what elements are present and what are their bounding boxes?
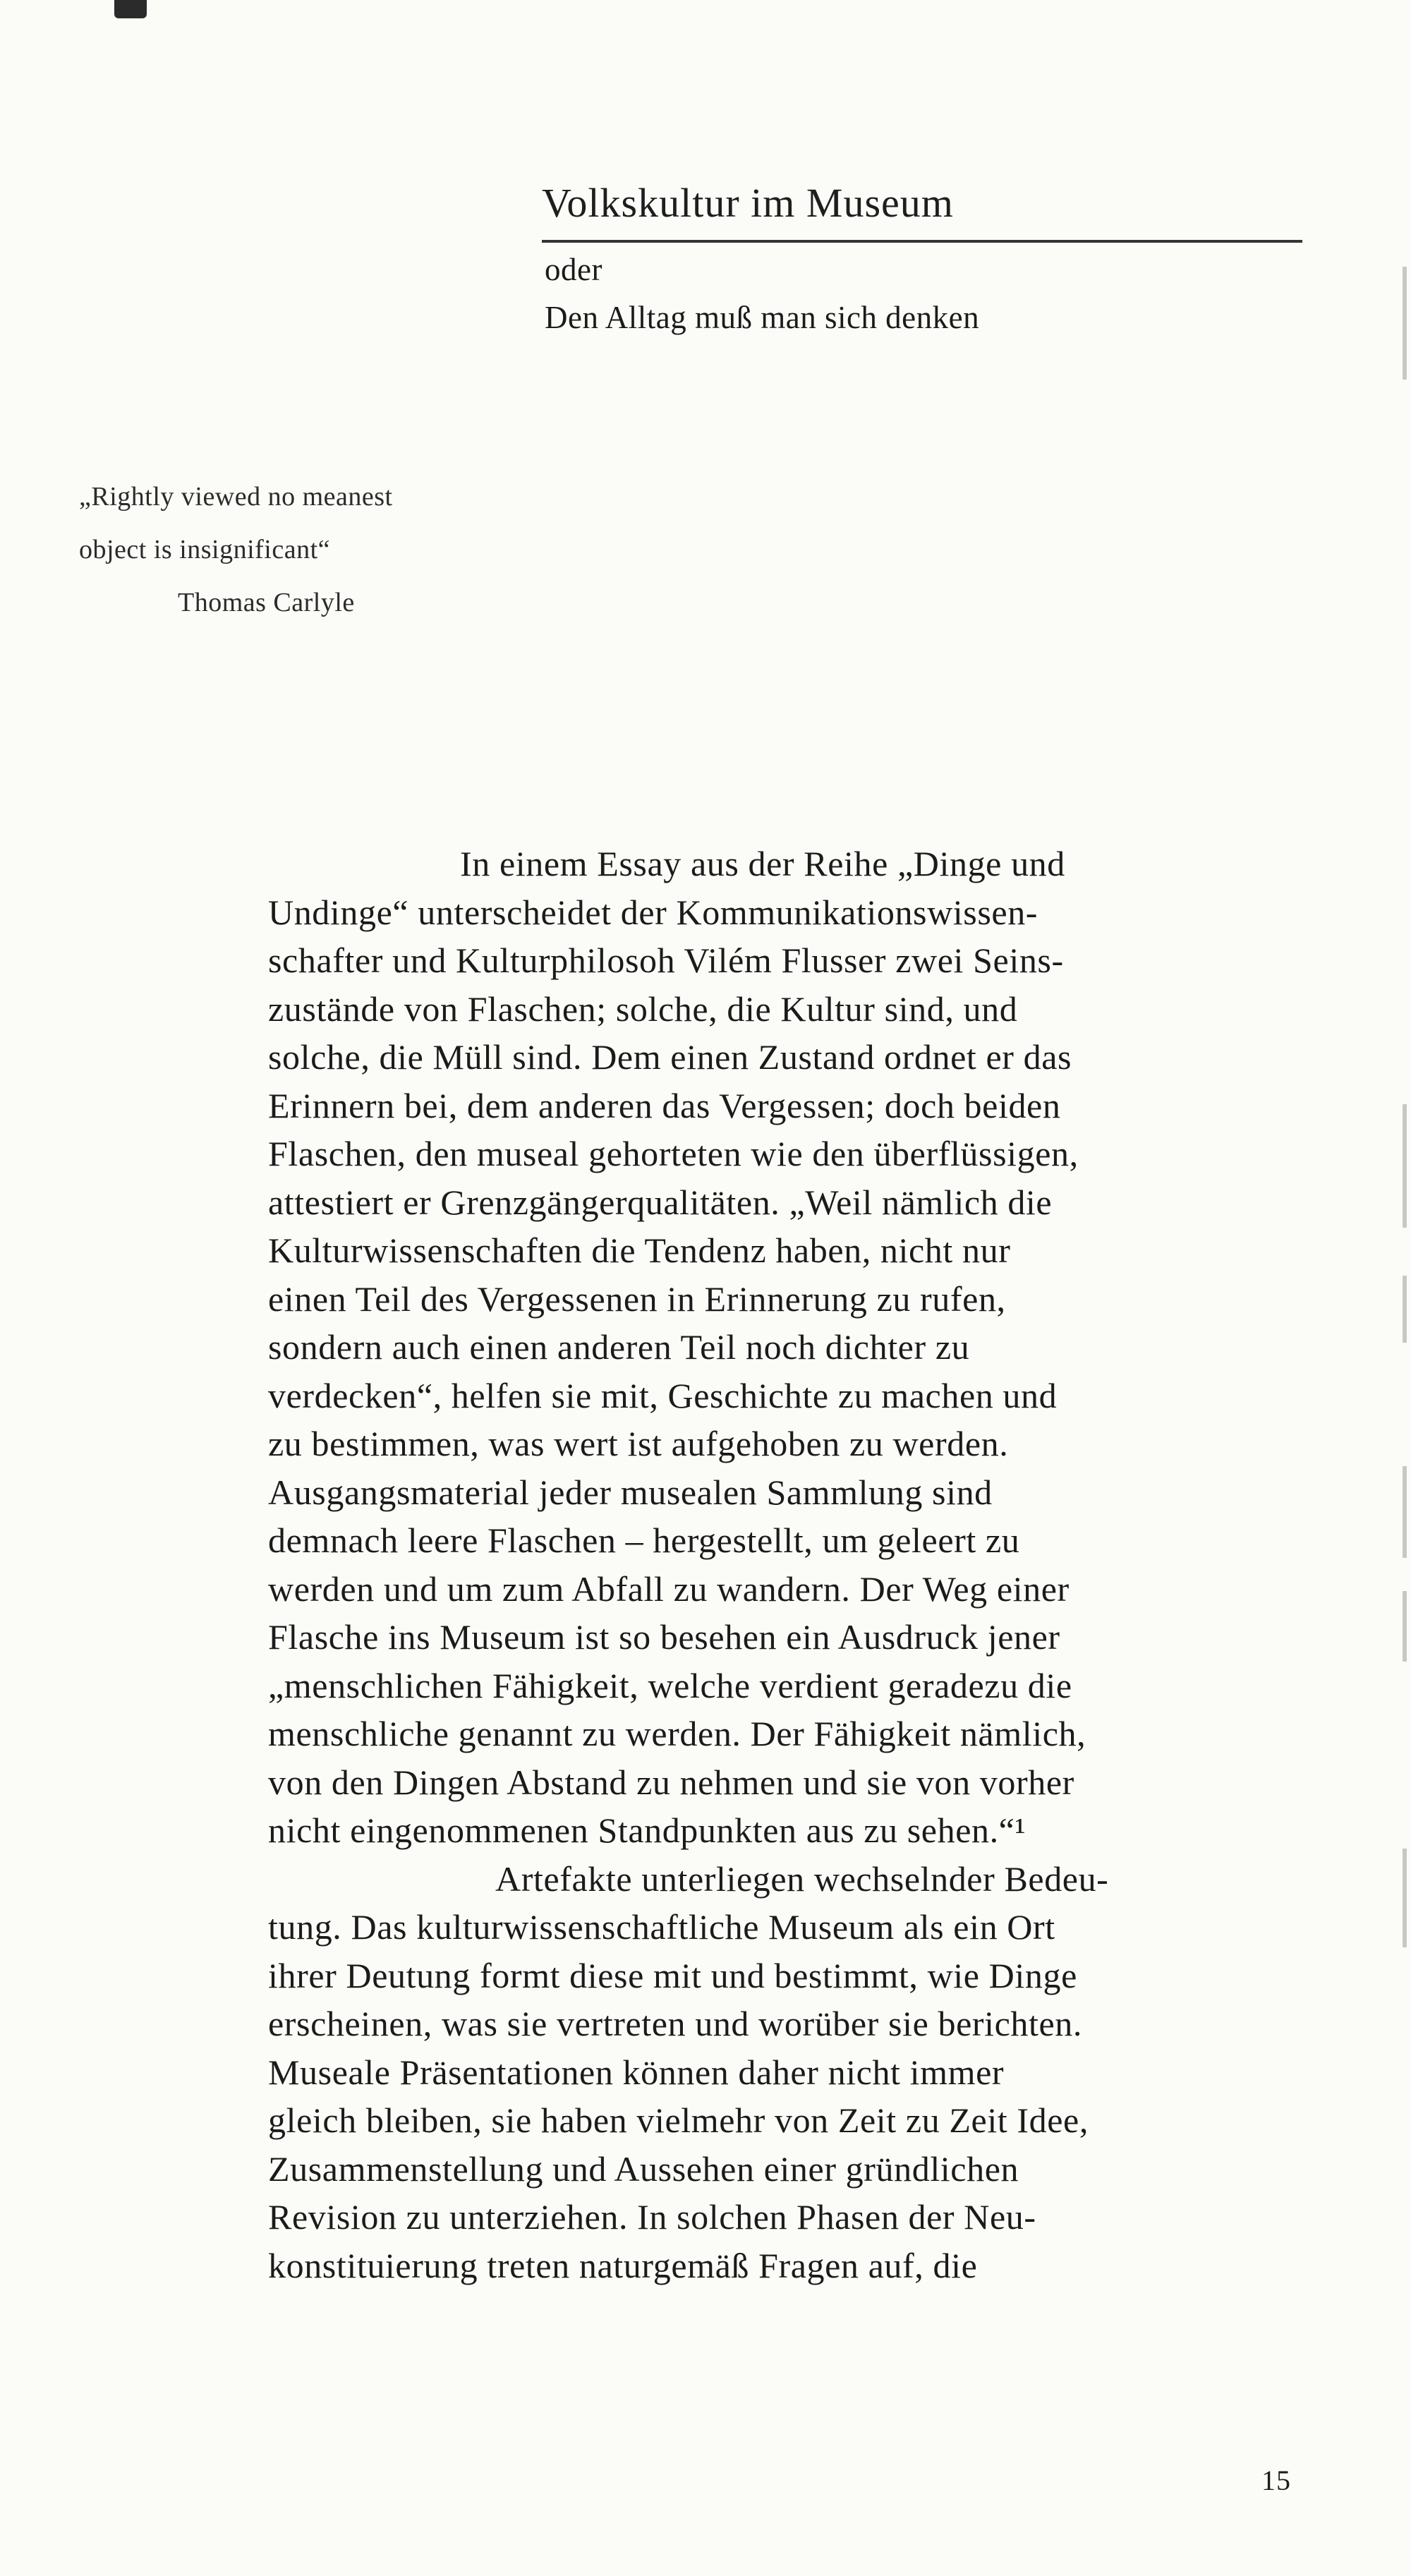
text-line: tung. Das kulturwissenschaftliche Museum als ein Ort (268, 1907, 1055, 1947)
scan-artifact (1403, 1104, 1407, 1228)
scan-artifact (1403, 1591, 1407, 1662)
epigraph-line-1: „Rightly viewed no meanest (79, 482, 393, 512)
text-line: gleich bleiben, sie haben vielmehr von Zeit zu Zeit Idee, (268, 2100, 1089, 2140)
text-line: ihrer Deutung formt diese mit und bestimmt, wie Dinge (268, 1955, 1077, 1995)
text-line: sondern auch einen anderen Teil noch dichter zu (268, 1327, 970, 1367)
text-line: attestiert er Grenzgängerqualitäten. „Weil nämlich die (268, 1182, 1053, 1222)
text-line: menschliche genannt zu werden. Der Fähigkeit nämlich, (268, 1714, 1086, 1753)
text-line: verdecken“, helfen sie mit, Geschichte zu machen und (268, 1375, 1058, 1415)
text-line: In einem Essay aus der Reihe „Dinge und (460, 844, 1065, 883)
epigraph-attribution: Thomas Carlyle (178, 588, 355, 617)
text-line: demnach leere Flaschen – hergestellt, um geleert zu (268, 1520, 1020, 1560)
text-line: Zusammenstellung und Aussehen einer gründlichen (268, 2148, 1019, 2189)
scan-artifact (1403, 1466, 1407, 1558)
body-text (268, 840, 1340, 2290)
subtitle-oder: oder (545, 252, 602, 287)
scan-artifact (1403, 1849, 1407, 1947)
text-line: schafter und Kulturphilosoh Vilém Flusser zwei Seins- (268, 941, 1064, 980)
title-underline-rule (542, 240, 1302, 243)
text-line: einen Teil des Vergessenen in Erinnerung zu rufen, (268, 1278, 1006, 1319)
text-line: Erinnern bei, dem anderen das Vergessen; doch beiden (268, 1085, 1061, 1125)
scan-artifact (114, 0, 147, 18)
text-line: nicht eingenommenen Standpunkten aus zu sehen.“¹ (268, 1810, 1027, 1850)
text-line: Kulturwissenschaften die Tendenz haben, nicht nur (268, 1230, 1011, 1270)
text-line: zustände von Flaschen; solche, die Kultur sind, und (268, 988, 1018, 1029)
page-title: Volkskultur im Museum (542, 180, 954, 226)
text-line: „menschlichen Fähigkeit, welche verdient geradezu die (268, 1665, 1072, 1705)
scan-artifact (1403, 1276, 1407, 1343)
text-line: Revision zu unterziehen. In solchen Phasen der Neu- (268, 2197, 1036, 2237)
text-line: Undinge“ unterscheidet der Kommunikationswissen- (268, 892, 1038, 932)
text-line: Museale Präsentationen können daher nicht immer (268, 2052, 1005, 2092)
scan-artifact (1403, 267, 1407, 380)
subtitle-main: Den Alltag muß man sich denken (545, 300, 980, 335)
epigraph-line-2: object is insignificant“ (79, 535, 331, 564)
text-line: Artefakte unterliegen wechselnder Bedeu- (495, 1858, 1109, 1899)
text-line: solche, die Müll sind. Dem einen Zustand ordnet er das (268, 1037, 1072, 1077)
text-line: konstituierung treten naturgemäß Fragen auf, die (268, 2245, 978, 2285)
page-number: 15 (1261, 2465, 1291, 2496)
text-line: erscheinen, was sie vertreten und worüber sie berichten. (268, 2004, 1082, 2043)
text-line: Flasche ins Museum ist so besehen ein Ausdruck jener (268, 1617, 1060, 1657)
text-line: Flaschen, den museal gehorteten wie den überflüssigen, (268, 1134, 1079, 1173)
text-line: zu bestimmen, was wert ist aufgehoben zu werden. (268, 1424, 1009, 1463)
text-line: Ausgangsmaterial jeder musealen Sammlung sind (268, 1472, 993, 1512)
text-line: werden und um zum Abfall zu wandern. Der Weg einer (268, 1568, 1070, 1609)
text-line: von den Dingen Abstand zu nehmen und sie von vorher (268, 1762, 1074, 1802)
